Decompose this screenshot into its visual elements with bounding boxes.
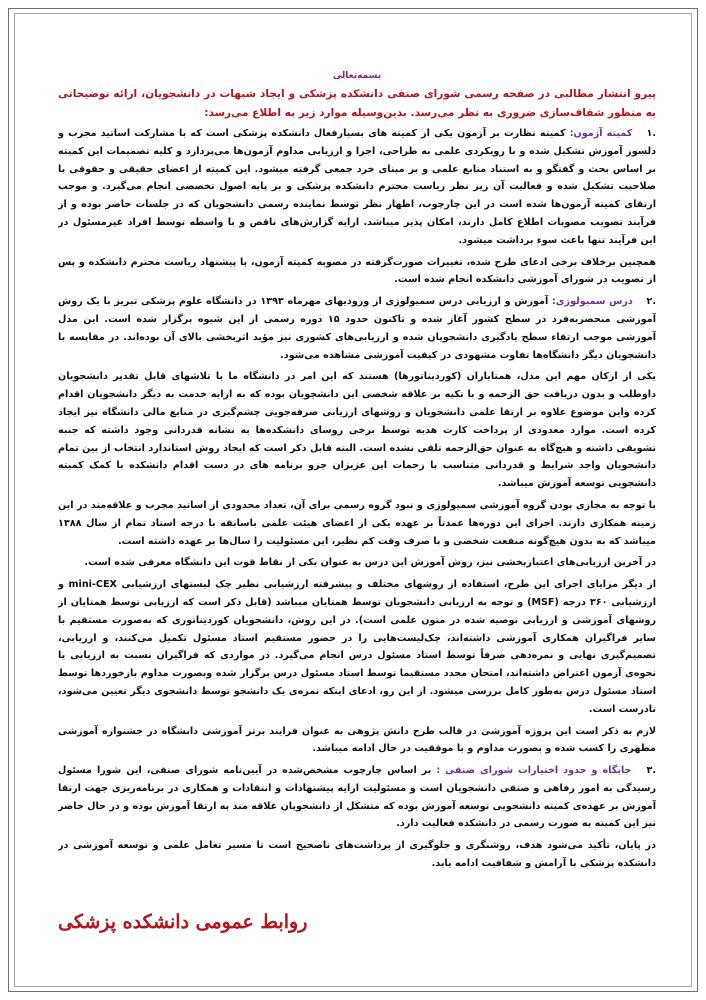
section-2-paragraph-4: در آخرین ارزیابی‌های اعتباربخشی نیز، روش آموزش این درس به عنوان یکی از نقاط قوت این دانشگاه معرفی شده است. <box>84 557 656 569</box>
section-1-text-1: کمیته نظارت بر آزمون یکی از کمیته های بسیارفعال دانشکده پزشکی است که با مشارکت اساتید مجرب و دلسوز آموزش تشکیل شده و با رویکردی علمی به طراحی، اجرا و ارزیابی مداوم آزمون‌ها می‌پردازد و کلیه تصمیمات این کمیته بر اساس بحث و گفتگو و به استناد منابع علمی و بر مبنای خرد جمعی گرفته میشود. این کمیته از اعضای حقیقی و حقوقی با صلاحیت تشکیل شده و فعالیت آن زیر نظر ریاست محترم دانشکده پزشکی و بر پایه اصول تخصصی انجام می‌گیرد. و موجب ارتقای کمیته آزمون‌ها شده است در این چارچوب، اظهار نظر توسط نماینده رسمی دانشجویان که در جلسات حاضر بوده و از فرآیند تصویب مصوبات اطلاع کامل دارند، امکان پذیر میباشد. ارایه گزارش‌های ناقص و با واسطه توسط افراد غیرمسئول در این فرآیند تنها باعث سوء برداشت میشود. <box>58 128 656 246</box>
section-3-number: .۳ <box>646 765 656 777</box>
section-2-number: .۲ <box>646 296 656 308</box>
section-2-heading: درس سمیولوژی: <box>551 296 633 308</box>
section-2-paragraph-3: با توجه به مجازی بودن گروه آموزشی سمیولوژی و نبود گروه رسمی برای آن، تعداد محدودی از اساتید مجرب و علاقه‌مند در این زمینه همکاری دارند. اجرای این دوره‌ها عمدتاً بر عهده یکی از اعضای هیئت علمی باسابقه با درجه استاد تمام از سال ۱۳۸۸ میباشد که به بدون هیچ‌گونه منفعت شخصی و با صرف وقت کم نظیر، این مسئولیت را سال‌ها بر عهده داشته است. <box>58 499 656 547</box>
section-2-paragraph-5: از دیگر مزایای اجرای این طرح، استفاده از روشهای مختلف و پیشرفته ارزشیابی نظیر چک لیستهای ارزشیابی mini-CEX و ارزشیابی ۳۶۰ درجه (MSF) و توجه به ارزیابی دانشجویان توسط همتایان میباشد (قابل ذکر است که ارزیابی توسط همتایان از روشهای آموزشی و ارزیابی توصیه شده در متون علمی است). در این روش، دانشجویان کوردیناتوری که به‌صورت مستقیم با سایر فراگیران همکاری آموزشی داشته‌اند، چک‌لیست‌هایی را در حضور مستقیم استاد مسئول تکمیل می‌کنند، و ارزیابی، تصمیم‌گیری نهایی و نمره‌دهی صرفاً توسط استاد مسئول درس انجام می‌گیرد. در مواردی که فراگیران نسبت به ارزیابی یا نحوه‌ی آزمون اعتراض داشته‌اند، امتحان مجدد مستقیما توسط استاد مسئول درس برگزار شده وبصورت مداوم بازخوردها توسط استاد مسئول درس به‌طور کامل بررسی میشود. از این رو، ادعای اینکه نمره‌ی یک دانشجو توسط دانشجوی دیگر تعیین می‌شود، نادرست است. <box>58 579 656 715</box>
section-3-text-1: بر اساس چارچوب مشخص‌شده در آیین‌نامه شورای صنفی، این شورا مسئول رسیدگی به امور رفاهی و صنفی دانشجویان است و مسئولیت ارایه پیشنهادات و انتقادات و همکاری در برنامه‌ریزی جهت ارتقا آموزش بر عهده‌ی کمیته دانشجویی توسعه آموزش بوده که متشکل از دانشجویان علاقه مند به ارتقا آموزش بوده و در حال حاضر نیز این کمیته به صورت رسمی در دانشکده فعالیت دارد. <box>58 765 656 830</box>
section-3-heading: جایگاه و حدود اختیارات شورای صنفی : <box>436 765 632 777</box>
section-3-paragraph-1 <box>58 762 656 833</box>
section-2-paragraph-2: یکی از ارکان مهم این مدل، همتایاران (کوردیناتورها) هستند که این امر در دانشگاه ما با تلاشهای قابل تقدیر دانشجویان داوطلب و بدون دریافت حق الزحمه و با تکیه بر علاقه شخصی این دانشجویان بوده که به ارایه خدمت به دیگر دانشجویان اقدام کرده واین موضوع علاوه بر ارتقا علمی دانشجویان و روشهای ارزیابی صرفه‌جویی چشم‌گیری در منابع مالی دانشگاه نیز ایجاد کرده است. موارد معدودی از پرداخت کارت هدیه توسط برخی روسای دانشکده‌ها به نشانه قدردانی وجود داشته که جنبه تشویقی داشته و هیچ‌گاه به عنوان حق‌الزحمه تلقی نشده است. البته قابل ذکر است که ایجاد روش استاندارد انتخاب از بین تمام دانشجویان واجد شرایط و قدردانی متناسب با زحمات این عزیزان جزو برنامه های در دست اقدام دانشکده با کمک کمیته دانشجویی توسعه آموزش میباشد. <box>58 371 656 490</box>
closing-paragraph: در پایان، تأکید می‌شود هدف، روشنگری و جلوگیری از برداشت‌های ناصحیح است تا مسیر تعامل علمی و توسعه آموزشی در دانشکده پزشکی با آرامش و شفافیت ادامه یابد. <box>58 840 656 870</box>
signature: روابط عمومی دانشکده پزشکی <box>58 911 308 933</box>
bismillah-header: بسمه‌تعالی <box>332 71 382 81</box>
section-1-paragraph-2: همچنین برخلاف برخی ادعای طرح شده، تغییرات صورت‌گرفته در مصوبه کمیته آزمون، با پیشنهاد ریاست محترم دانشکده و پس از تصویب در شورای آموزشی دانشکده انجام شده است. <box>58 256 656 286</box>
section-2-paragraph-6: لازم به ذکر است این پروژه آموزشی در قالب طرح دانش پژوهی به عنوان فرایند برتر آموزشی دانشگاه در جشنواره آموزشی مطهری را کسب شده و بصورت مداوم و با موفقیت در حال ادامه میباشد. <box>58 725 656 755</box>
section-2-text-1: آموزش و ارزیابی درس سمیولوژی از ورودیهای مهرماه ۱۳۹۳ در دانشگاه علوم پزشکی تبریز با یک روش آموزشی منحصربه‌فرد در سطح کشور آغاز شده و تاکنون حدود ۱۵ دوره رسمی از این شیوه برگزار شده است. این مدل آموزشی موجب ارتقاء سطح یادگیری دانشجویان شده و ارزیابی‌های کشوری نیز مؤید اثربخشی بالای آن بوده‌اند. در مقایسه با دانشجویان دیگر دانشگاه‌ها تفاوت مشهودی در کیفیت آموزشی مشاهده می‌شود. <box>58 296 656 361</box>
section-2-paragraph-1 <box>58 293 656 364</box>
document-body <box>58 70 656 970</box>
section-1-number: .۱ <box>646 128 656 139</box>
intro-paragraph: پیرو انتشار مطالبی در صفحه رسمی شورای صنفی دانشکده پزشکی و ایجاد شبهات در دانشجویان، ارائه توضیحاتی به منظور شفاف‌سازی ضروری به نظر می‌رسد. بدین‌وسیله موارد زیر به اطلاع می‌رسد: <box>58 88 656 119</box>
section-1-heading: کمیته آزمون: <box>569 128 633 139</box>
section-1-paragraph-1 <box>58 125 656 250</box>
